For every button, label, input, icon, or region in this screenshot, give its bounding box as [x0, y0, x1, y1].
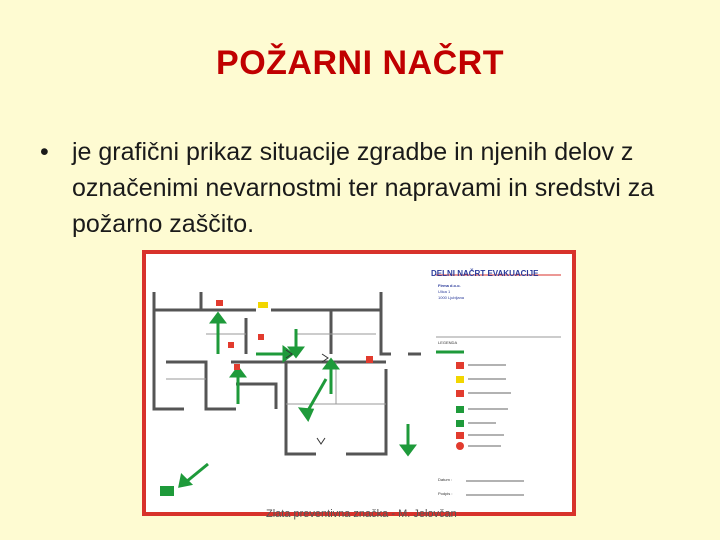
company-line: Ulica 1: [438, 289, 451, 294]
wall-segment: [271, 292, 381, 310]
wall-segment: [154, 310, 184, 409]
evacuation-plan-image: [142, 250, 576, 516]
bullet-icon: •: [40, 138, 49, 166]
wall-segment: [346, 369, 386, 454]
date-label: Datum :: [438, 477, 453, 482]
assembly-point-icon: [160, 486, 174, 496]
direction-markers: [286, 350, 328, 444]
plan-heading: DELNI NAČRT EVAKUACIJE: [431, 269, 539, 278]
wall-segment: [236, 384, 276, 409]
alarm-icon: [258, 302, 268, 308]
hydrant-icon: [258, 334, 264, 340]
extinguisher-icon: [234, 364, 240, 370]
company-line: Firma d.o.o.: [438, 283, 461, 288]
exit-arrow: [186, 464, 208, 482]
building-walls: [154, 292, 421, 454]
evacuation-arrows: [180, 314, 414, 486]
slide-footer: Zlata preventivna značka - M. Jelovčan: [266, 508, 457, 520]
floor-plan-drawing: [146, 254, 572, 512]
extinguisher-icon: [216, 300, 223, 306]
wall-segment: [381, 310, 391, 354]
legend-symbols: [436, 275, 561, 495]
signature-label: Podpis :: [438, 491, 453, 496]
fire-equipment-symbols: [160, 300, 373, 496]
wall-segment: [154, 292, 201, 310]
bullet-text: je grafični prikaz situacije zgradbe in njenih delov z označenimi nevarnostmi ter napravami in sredstvi za požarno zaščito.: [72, 138, 655, 238]
wall-segment: [166, 362, 236, 409]
extinguisher-icon: [366, 356, 373, 363]
legend-title: LEGENDA: [438, 340, 458, 345]
slide-title: POŽARNI NAČRT: [216, 44, 504, 82]
company-line: 1000 Ljubljana: [438, 295, 465, 300]
hydrant-icon: [228, 342, 234, 348]
